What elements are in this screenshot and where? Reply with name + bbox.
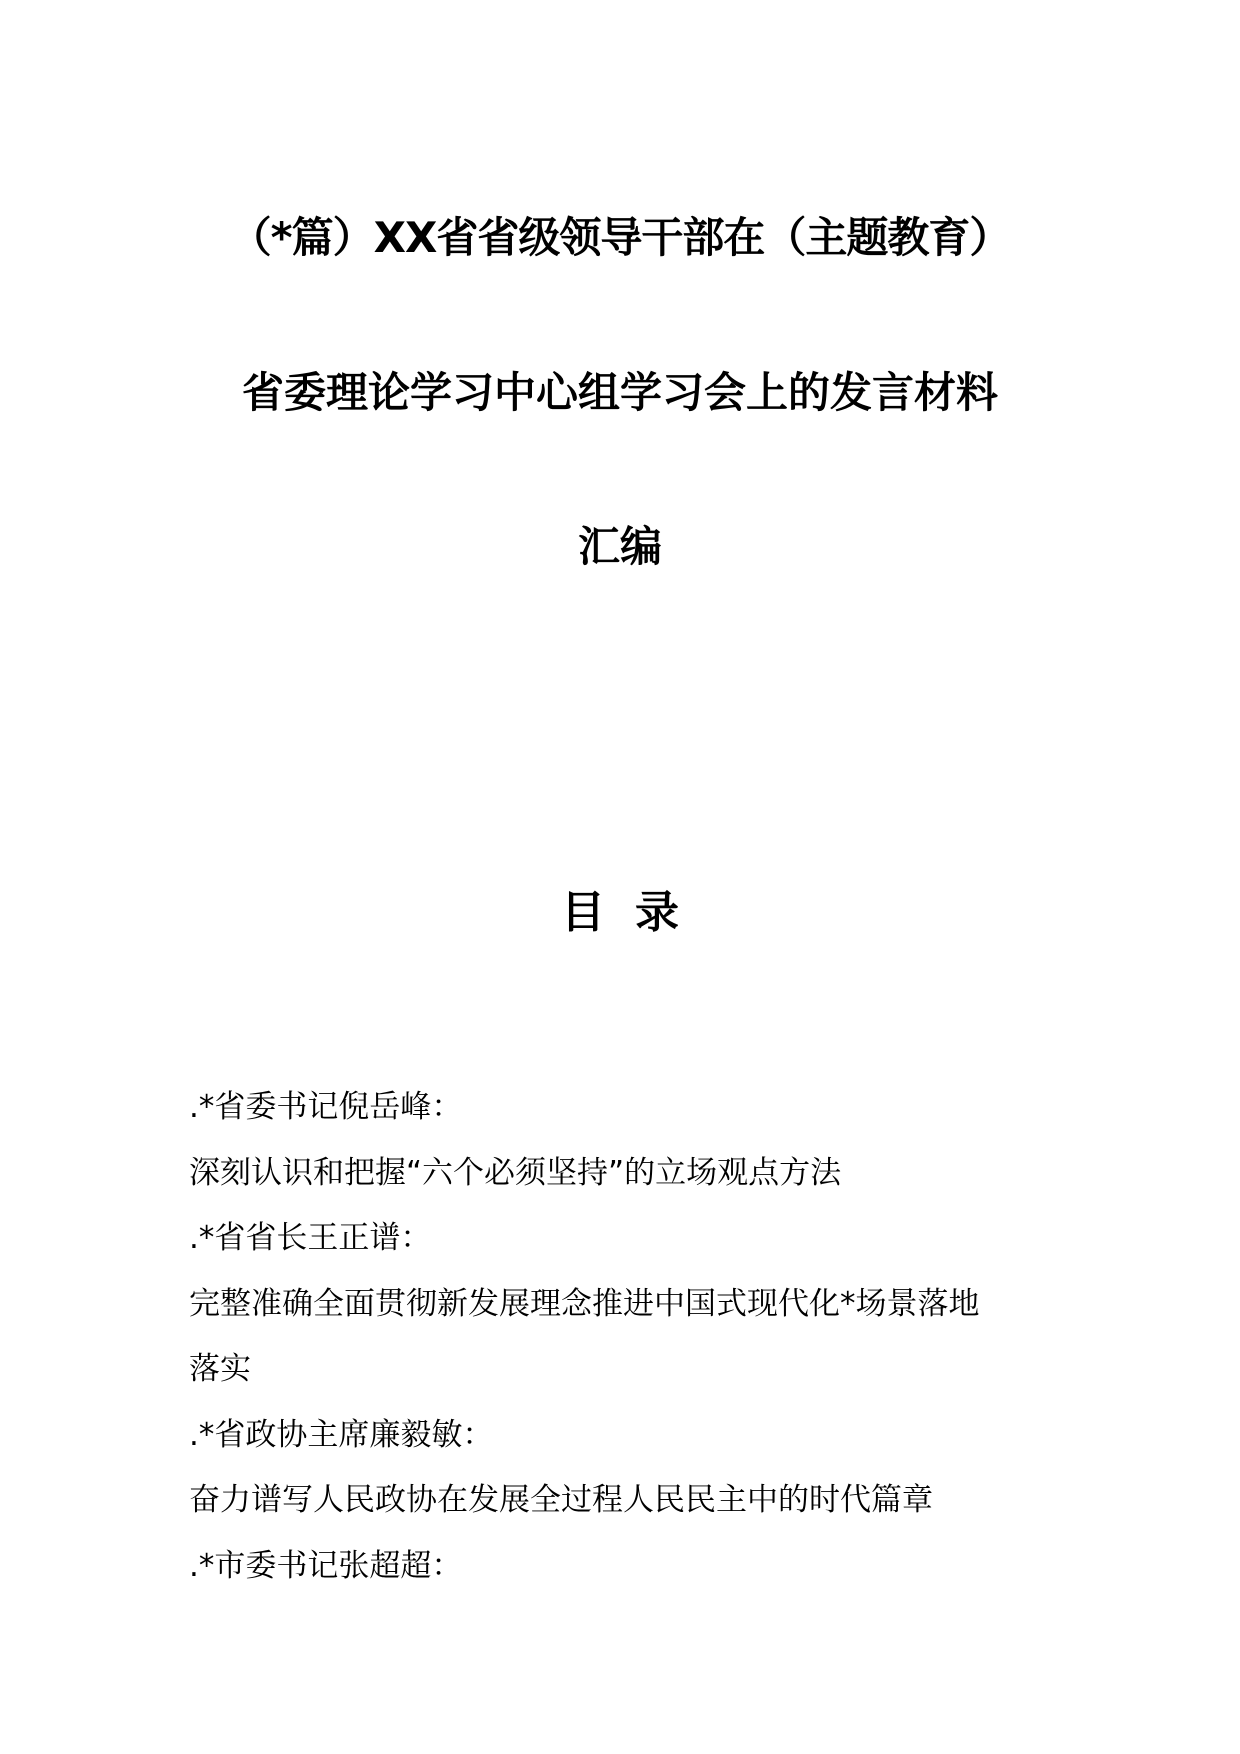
toc-speaker: .*省省长王正谱：	[189, 1220, 432, 1256]
toc-speaker: .*省政协主席廉毅敏：	[189, 1416, 494, 1453]
toc-speaker: .*省委书记倪岳峰：	[189, 1089, 463, 1125]
toc-entry-title-continued: 落实	[189, 1351, 251, 1387]
document-title-line-2: 省委理论学习中心组学习会上的发言材料	[241, 368, 998, 417]
toc-entry-title: 完整准确全面贯彻新发展理念推进中国式现代化*场景落地	[189, 1285, 980, 1322]
table-of-contents	[189, 1075, 1069, 1599]
toc-entry-title: 奋力谱写人民政协在发展全过程人民民主中的时代篇章	[189, 1482, 933, 1518]
document-title-line-1: （*篇）XX省省级领导干部在（主题教育）	[229, 213, 1011, 262]
document-title-line-3: 汇编	[577, 522, 662, 571]
toc-entry-title: 深刻认识和把握“六个必须坚持”的立场观点方法	[189, 1154, 842, 1191]
toc-speaker: .*市委书记张超超：	[189, 1547, 463, 1584]
toc-heading: 目录	[561, 887, 709, 938]
